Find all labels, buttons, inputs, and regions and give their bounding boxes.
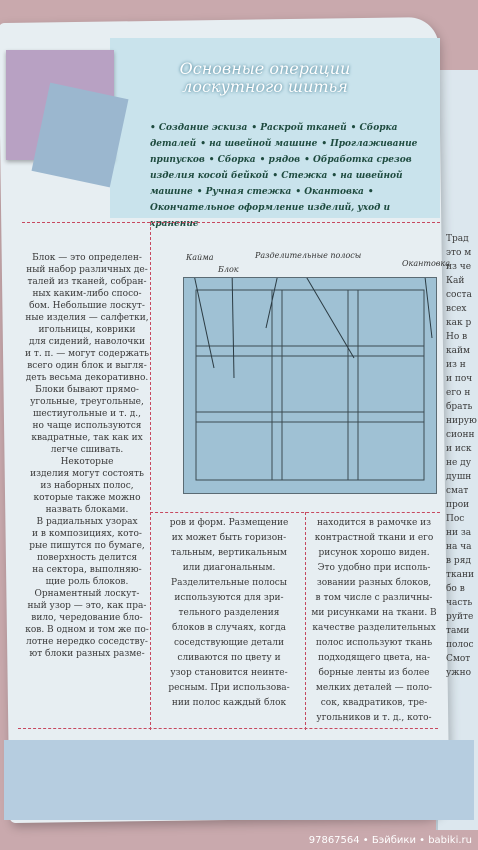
text-fragment: нирую: [446, 416, 477, 426]
text-line: в том числе с различны-: [315, 593, 433, 603]
text-line: на сектора, выполняю-: [32, 565, 142, 575]
text-line: сливаются по цвету и: [177, 653, 281, 663]
divider: [305, 512, 306, 730]
quilt-diagram: [183, 277, 437, 494]
text-line: мелких деталей — поло-: [315, 683, 433, 693]
text-line: Блоки бывают прямо-: [35, 385, 139, 395]
text-fragment: ни за: [446, 528, 472, 538]
text-fragment: ткани: [446, 570, 474, 580]
text-line: деть весьма декоративно.: [25, 373, 149, 383]
text-fragment: часть: [446, 598, 473, 608]
text-line: ный узор — это, как пра-: [27, 601, 147, 611]
text-line: ресным. При использова-: [168, 683, 290, 693]
text-line: Блок — это определен-: [32, 253, 142, 263]
text-line: рые пишутся по бумаге,: [29, 541, 145, 551]
text-line: качестве разделительных: [312, 623, 436, 633]
text-fragment: на ча: [446, 542, 472, 552]
text-fragment: ужно: [446, 668, 471, 678]
text-line: угольников и т. д., кото-: [316, 713, 432, 723]
text-line: вило, чередование бло-: [31, 613, 143, 623]
text-column-1: [24, 252, 150, 660]
text-line: контрастной ткани и его: [314, 533, 434, 543]
operation-item: • на швейной машине: [150, 171, 403, 197]
text-fragment: и иск: [446, 444, 472, 454]
operation-item: • Проглаживание припусков: [150, 139, 418, 165]
operation-item: • Обработка срезов изделия косой бейкой: [150, 155, 412, 181]
divider: [18, 728, 438, 729]
operation-item: • Сборка: [208, 155, 256, 165]
text-line: ный набор различных де-: [26, 265, 148, 275]
text-fragment: прои: [446, 500, 470, 510]
text-line: их может быть горизон-: [171, 533, 287, 543]
operation-item: • Стежка: [272, 171, 328, 181]
text-fragment: Кай: [446, 276, 465, 286]
text-fragment: бо в: [446, 584, 465, 594]
operation-item: • Окончательное оформление изделий, уход и хранение: [150, 187, 391, 229]
text-line: находится в рамочке из: [316, 518, 432, 528]
text-column-2: [155, 516, 303, 711]
text-fragment: тами: [446, 626, 470, 636]
quilt-diagram-svg: [184, 278, 436, 493]
text-line: квадратные, так как их: [31, 433, 143, 443]
text-line: но чаще используются: [32, 421, 142, 431]
text-fragment: Смот: [446, 654, 471, 664]
operation-item: • на швейной машине: [200, 139, 318, 149]
text-fragment: брать: [446, 402, 473, 412]
text-fragment: всех: [446, 304, 467, 314]
text-line: Разделительные полосы: [171, 578, 287, 588]
text-fragment: это м: [446, 248, 472, 258]
diagram-label-blok: Блок: [218, 265, 239, 274]
text-line: подходящего цвета, на-: [317, 653, 430, 663]
right-page-text: [446, 232, 478, 680]
text-fragment: не ду: [446, 458, 472, 468]
text-line: тельного разделения: [178, 608, 280, 618]
text-line: поверхность делится: [36, 553, 138, 563]
text-fragment: соста: [446, 290, 472, 300]
text-line: зовании разных блоков,: [316, 578, 432, 588]
text-fragment: и поч: [446, 374, 473, 384]
text-line: узор становится неинте-: [170, 668, 288, 678]
divider: [150, 222, 151, 730]
text-fragment: как р: [446, 318, 472, 328]
text-fragment: Но в: [446, 332, 468, 342]
text-line: для сидений, наволочки: [29, 337, 145, 347]
text-line: назвать блоками.: [45, 505, 129, 515]
watermark: 97867564 • Бэйбики • babiki.ru: [308, 835, 472, 846]
text-line: легче сшивать. Некоторые: [50, 445, 124, 467]
section-title: Основные операции лоскутного шитья: [179, 59, 351, 96]
text-line: нии полос каждый блок: [171, 698, 287, 708]
operation-item: • Создание эскиза: [150, 123, 248, 133]
operation-item: • Ручная стежка: [196, 187, 292, 197]
text-line: изделия могут состоять: [30, 469, 144, 479]
text-fragment: кайм: [446, 346, 470, 356]
text-line: ров и форм. Размещение: [169, 518, 289, 528]
text-line: шестиугольные и т. д.,: [33, 409, 141, 419]
text-line: из наборных полос,: [40, 481, 134, 491]
text-fragment: в ряд: [446, 556, 471, 566]
text-fragment: смат: [446, 486, 469, 496]
text-line: угольные, треугольные,: [30, 397, 144, 407]
text-line: В радиальных узорах: [36, 517, 138, 527]
text-line: полос используют ткань: [315, 638, 433, 648]
text-line: или диагональным.: [182, 563, 276, 573]
operations-list: [150, 120, 440, 232]
text-fragment: его н: [446, 388, 471, 398]
text-line: игольницы, коврики: [38, 325, 136, 335]
diagram-label-razdel: Разделительные полосы: [255, 251, 362, 260]
text-line: борные ленты из более: [318, 668, 430, 678]
divider: [22, 222, 440, 223]
text-fragment: сионн: [446, 430, 475, 440]
text-line: тальным, вертикальным: [171, 548, 287, 558]
text-fragment: из н: [446, 360, 466, 370]
operation-item: • Сборка деталей: [150, 123, 398, 149]
text-fragment: Трад: [446, 234, 469, 244]
text-line: и в композициях, кото-: [32, 529, 142, 539]
operation-item: • Раскрой тканей: [251, 123, 347, 133]
text-line: ми рисунками на ткани. В: [311, 608, 437, 618]
operation-item: • Окантовка: [295, 187, 364, 197]
text-line: которые также можно: [33, 493, 141, 503]
text-line: соседствующие детали: [173, 638, 285, 648]
text-fragment: душн: [446, 472, 472, 482]
text-line: всего один блок и выгля-: [27, 361, 147, 371]
text-line: талей из тканей, собран-: [27, 277, 147, 287]
operation-item: • рядов: [259, 155, 301, 165]
text-column-3: [308, 516, 440, 726]
text-line: ков. В одном и том же по-: [25, 625, 149, 635]
divider: [150, 512, 440, 513]
text-fragment: руйте: [446, 612, 474, 622]
text-fragment: из че: [446, 262, 472, 272]
text-line: сок, квадратиков, тре-: [320, 698, 428, 708]
text-line: Орнаментный лоскут-: [34, 589, 140, 599]
diagram-label-kaima: Кайма: [186, 253, 214, 262]
text-line: ные изделия — салфетки,: [25, 313, 149, 323]
text-fragment: Пос: [446, 514, 465, 524]
text-line: и т. п. — могут содержать: [24, 349, 150, 359]
text-line: ных каким-либо спосо-: [32, 289, 142, 299]
text-line: используются для зри-: [174, 593, 284, 603]
text-fragment: полос: [446, 640, 474, 650]
text-line: Это удобно при исполь-: [317, 563, 431, 573]
text-line: щие роль блоков.: [45, 577, 129, 587]
text-line: рисунок хорошо виден.: [318, 548, 430, 558]
text-line: ют блоки разных разме-: [29, 649, 145, 659]
diagram-label-okantovka: Окантовка: [402, 259, 450, 268]
text-line: блоков в случаях, когда: [172, 623, 286, 633]
patchwork-border: [4, 740, 474, 820]
text-line: бом. Небольшие лоскут-: [29, 301, 145, 311]
text-line: лотне нередко соседству-: [26, 637, 148, 647]
